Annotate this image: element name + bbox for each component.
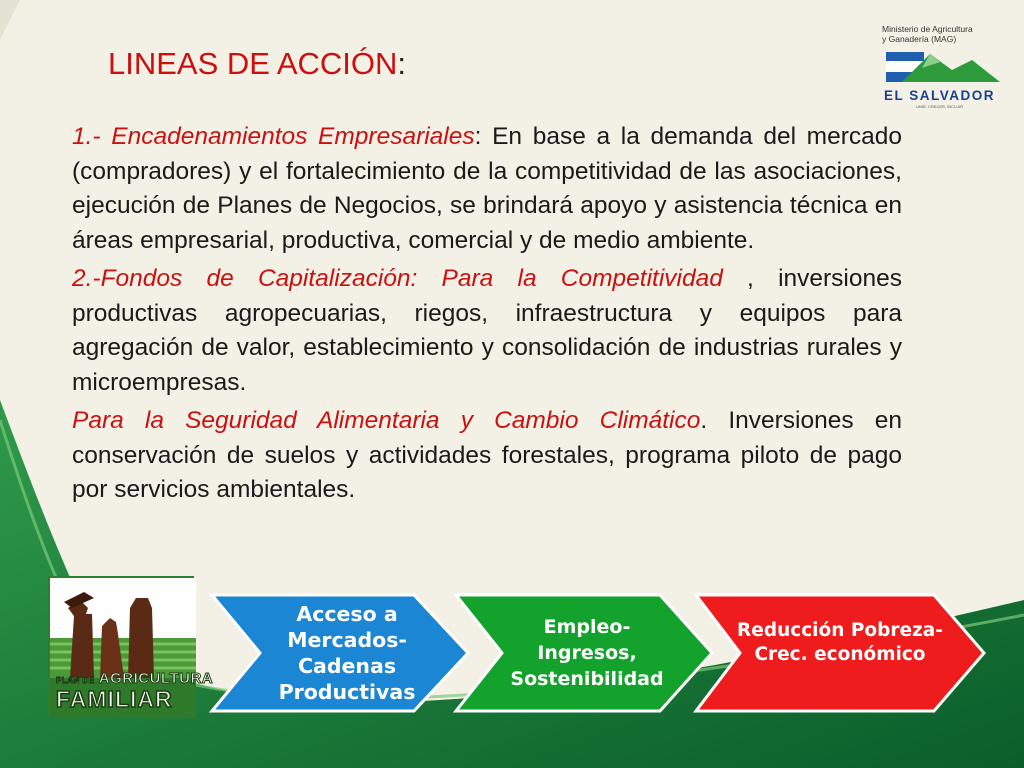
- flag-mountain-icon: [882, 48, 1002, 88]
- plan-de-label: PLAN DE: [56, 676, 95, 685]
- title-colon: :: [397, 46, 407, 81]
- arrow-text-acceso: Acceso a Mercados- Cadenas Productivas: [278, 602, 416, 704]
- paragraph-3: [72, 404, 902, 508]
- body-text: [72, 120, 902, 512]
- mag-logo-tagline: UNIR, CRECER, INCLUIR: [916, 104, 964, 109]
- agricultura-familiar-logo: [48, 576, 214, 716]
- paragraph-2-text: , inversiones productivas agropecuarias, riegos, infraestructura y equipos para agregación de valor, establecimiento y consolidación de industrias rurales y microempresas.: [72, 265, 902, 396]
- paragraph-3-text: . Inversiones en conservación de suelos y actividades forestales, programa piloto de pago por servicios ambientales.: [72, 407, 902, 503]
- arrow-label-empleo: [452, 592, 716, 714]
- paragraph-2: [72, 262, 902, 400]
- paragraph-1: [72, 120, 902, 258]
- mag-logo-country: EL SALVADOR: [884, 88, 996, 103]
- title-text: LINEAS DE ACCIÓN: [108, 46, 398, 81]
- agricultura-word: AGRICULTURA: [98, 670, 214, 687]
- mag-logo-line2: y Ganadería (MAG): [882, 34, 957, 44]
- paragraph-2-lead: 2.-Fondos de Capitalización: Para la Competitividad: [72, 265, 748, 292]
- agricultura-label: [56, 670, 213, 687]
- arrow-text-empleo: Empleo- Ingresos, Sostenibilidad: [510, 616, 664, 690]
- mag-logo-line1: Ministerio de Agricultura: [882, 24, 973, 34]
- arrow-empleo-ingresos: [452, 592, 716, 714]
- paragraph-1-lead: 1.- Encadenamientos Empresariales: [72, 123, 475, 150]
- mag-logo: [882, 24, 1002, 112]
- arrow-text-reduccion: Reducción Pobreza- Crec. económico: [737, 620, 943, 665]
- arrow-label-reduccion: [692, 592, 988, 714]
- paragraph-3-lead: Para la Seguridad Alimentaria y Cambio Climático: [72, 407, 701, 434]
- arrow-reduccion-pobreza: [692, 592, 988, 714]
- arrow-label-acceso: [206, 592, 474, 714]
- page-title: [108, 46, 406, 82]
- paragraph-1-text: : En base a la demanda del mercado (compradores) y el fortalecimiento de la competitividad de las asociaciones, ejecución de Planes de Negocios, se brindará apoyo y asistencia técnica en áreas empresarial, productiva, comercial y de medio ambiente.: [72, 123, 903, 254]
- arrow-acceso-mercados: [206, 592, 474, 714]
- familiar-label: FAMILIAR: [56, 686, 173, 712]
